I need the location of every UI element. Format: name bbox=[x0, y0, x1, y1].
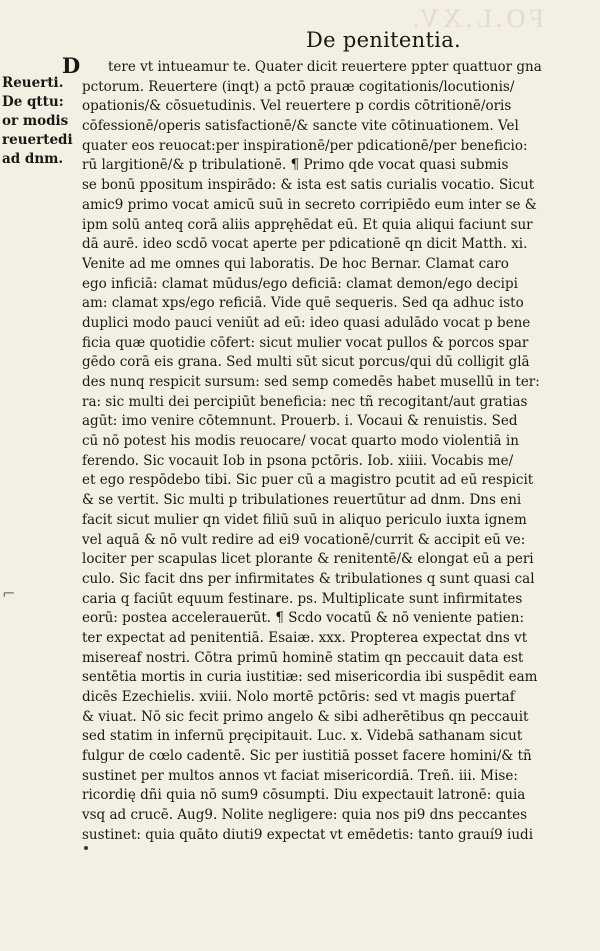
text-line: se bonū ppositum inspirādo: & ista est satis curialis vocatio. Sicut bbox=[82, 177, 535, 194]
marginal-note-line: Reuerti. bbox=[2, 75, 64, 91]
text-line: opationis/& cōsuetudinis. Vel reuertere p cordis cōtritionē/oris bbox=[82, 98, 512, 115]
text-line: & viuat. Nō sic fecit primo angelo & sibi adherētibus qn peccauit bbox=[82, 708, 529, 725]
marginal-note-line: De qttu: bbox=[2, 94, 64, 110]
text-line: sed statim in infernū pręcipitauit. Luc. x. Videbā sathanam sicut bbox=[82, 728, 523, 745]
text-line: duplici modo pauci veniūt ad eū: ideo quasi adulādo vocat p bene bbox=[82, 314, 531, 331]
text-line: quater eos reuocat:per inspirationē/per pdicationē/per beneficio: bbox=[82, 137, 528, 154]
text-line: Venite ad me omnes qui laboratis. De hoc Bernar. Clamat caro bbox=[82, 255, 509, 272]
text-line: rū largitionē/& p tribulationē. ¶ Primo qde vocat quasi submis bbox=[82, 157, 509, 174]
initial-letter: D bbox=[62, 53, 81, 78]
text-line: dicēs Ezechielis. xviii. Nolo mortē pctōris: sed vt magis puertaf bbox=[82, 689, 515, 705]
text-line: ferendo. Sic vocauit Iob in psona pctōris. Iob. xiiii. Vocabis me/ bbox=[82, 452, 514, 469]
text-line: ficia quæ quotidie cōfert: sicut mulier vocat pullos & porcos spar bbox=[82, 334, 529, 351]
text-line: cū nō potest his modis reuocare/ vocat quarto modo violentiā in bbox=[82, 433, 519, 450]
text-line: misereaf nostri. Cōtra primū hominē statim qn peccauit data est bbox=[82, 649, 524, 666]
margin-mark: ⌐ bbox=[2, 584, 16, 603]
text-line: vsq ad crucē. Aug9. Nolite negligere: quia nos pi9 dns peccantes bbox=[82, 807, 527, 824]
running-title: De penitentia. bbox=[306, 28, 461, 52]
text-line: pctorum. Reuertere (inqt) a pctō prauæ cogitationis/locutionis/ bbox=[82, 78, 515, 95]
text-line: tere vt intueamur te. Quater dicit reuertere ppter quattuor gna bbox=[108, 59, 542, 75]
text-line: caria q faciūt equum festinare. ps. Multiplicate sunt infirmitates bbox=[82, 590, 523, 607]
text-line: sustinet: quia quāto diuti9 expectat vt emēdetis: tanto grauí9 iudi bbox=[82, 826, 534, 843]
marginal-note bbox=[2, 74, 82, 169]
margin-dot bbox=[84, 846, 88, 850]
marginal-note-line: reuertedi bbox=[2, 132, 73, 148]
text-line: am: clamat xps/ego reficiā. Vide quē sequeris. Sed qa adhuc isto bbox=[82, 295, 524, 312]
text-line: ter expectat ad penitentiā. Esaiæ. xxx. Propterea expectat dns vt bbox=[82, 629, 528, 646]
text-line: vel aquā & nō vult redire ad ei9 vocationē/currit & accipit eū ve: bbox=[82, 531, 526, 548]
body-text bbox=[82, 58, 582, 846]
text-line: amic9 primo vocat amicū suū in secreto corripiēdo eum inter se & bbox=[82, 196, 537, 213]
marginal-note-line: ad dnm. bbox=[2, 151, 64, 167]
text-line: sustinet per multos annos vt faciat misericordiā. Treñ. iii. Mise: bbox=[82, 767, 518, 784]
text-line: agūt: imo venire cōtemnunt. Prouerb. i. Vocaui & renuistis. Sed bbox=[82, 413, 518, 430]
text-line: ricordię dñi quia nō sum9 cōsumpti. Diu expectauit latronē: quia bbox=[82, 787, 526, 804]
text-line: ego inficiā: clamat mūdus/ego deficiā: clamat demon/ego decipi bbox=[82, 275, 518, 292]
text-line: ra: sic multi dei percipiūt beneficia: nec tñ recogitant/aut gratias bbox=[82, 393, 528, 410]
text-line: eorū: postea accelerauerūt. ¶ Scdo vocatū & nō veniente patien: bbox=[82, 610, 524, 627]
text-line: des nunq respicit sursum: sed semp comedēs habet musellū in ter: bbox=[82, 374, 540, 390]
text-line: fulgur de cœlo cadentē. Sic per iustitiā posset facere homini/& tñ bbox=[82, 748, 532, 765]
text-line: et ego respōdebo tibi. Sic puer cū a magistro pcutit ad eū respicit bbox=[82, 472, 534, 489]
text-line: culo. Sic facit dns per infirmitates & tribulationes q sunt quasi cal bbox=[82, 570, 535, 587]
show-through-folio: FO.L.XV. bbox=[409, 4, 544, 33]
text-line: lociter per scapulas licet plorante & renitentē/& elongat eū a peri bbox=[82, 551, 534, 568]
text-line: gēdo corā eis grana. Sed multi sūt sicut porcus/qui dū colligit glā bbox=[82, 354, 530, 371]
text-line: & se vertit. Sic multi p tribulationes reuertūtur ad dnm. Dns eni bbox=[82, 492, 522, 509]
text-line: dā aurē. ideo scdō vocat aperte per pdicationē qn dicit Matth. xi. bbox=[82, 236, 528, 253]
text-line: facit sicut mulier qn videt filiū suū in aliquo periculo iuxta ignem bbox=[82, 511, 527, 528]
text-line: sentētia mortis in curia iustitiæ: sed misericordia ibi suspēdit eam bbox=[82, 669, 538, 686]
text-line: ipm solū anteq corā aliis appręhēdat eū. Et quia aliqui faciunt sur bbox=[82, 216, 533, 233]
marginal-note-line: or modis bbox=[2, 113, 69, 129]
text-line: cōfessionē/operis satisfactionē/& sancte vite cōtinuationem. Vel bbox=[82, 118, 519, 135]
